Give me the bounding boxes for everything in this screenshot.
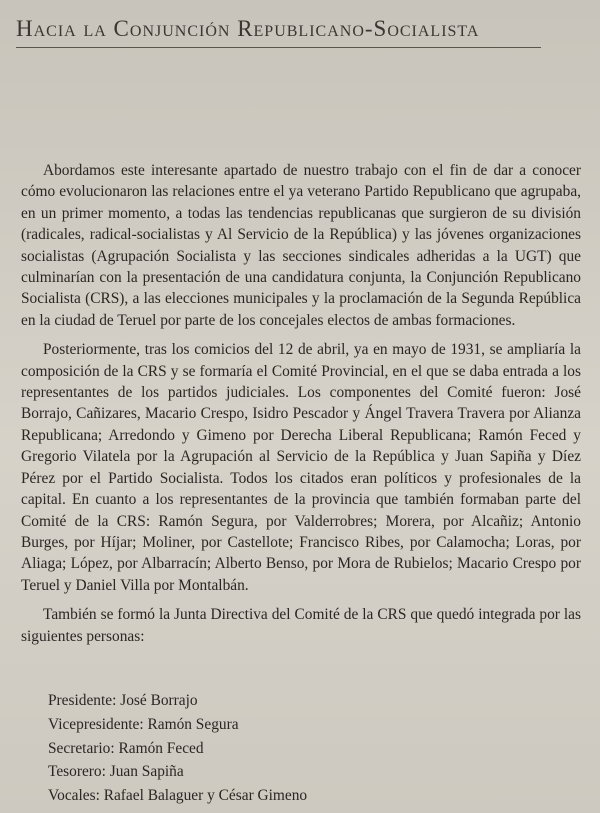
paragraph-intro: Abordamos este interesante apartado de nuestro trabajo con el fin de dar a conocer cómo evolucionaron las relaciones entre el ya veterano Partido Republicano que agrupaba, en un primer momento, a todas las tendencias republicanas que surgieron de su división (radicales, radical-socialistas y Al Servicio de la República) y las jóvenes organizaciones socialistas (Agrupación Socialista y las secciones sindicales adheridas a la UGT) que culminarían con la presentación de una candidatura conjunta, la Conjunción Republicano Socialista (CRS), a las elecciones municipales y la proclamación de la Segunda República en la ciudad de Teruel por parte de los concejales electos de ambas formaciones. xyxy=(21,162,581,329)
body-text xyxy=(21,160,581,647)
junta-vocales: Vocales: Rafael Balaguer y César Gimeno xyxy=(48,787,308,805)
running-title: Hacia la Conjunción Republicano-Socialista xyxy=(16,16,480,41)
paragraph-comite: Posteriormente, tras los comicios del 12 de abril, ya en mayo de 1931, se ampliaría la composición de la CRS y se formaría el Comité Provincial, en el que se daba entrada a los representantes de los partidos judiciales. Los componentes del Comité fueron: José Borrajo, Cañizares, Macario Crespo, Isidro Pescador y Ángel Travera Travera por Alianza Republicana; Arredondo y Gimeno por Derecha Liberal Republicana; Ramón Feced y Gregorio Vilatela por la Agrupación al Servicio de la República y Juan Sapiña y Díez Pérez por el Partido Socialista. Todos los citados eran políticos y profesionales de la capital. En cuanto a los representantes de la provincia que también formaban parte del Comité de la CRS: Ramón Segura, por Valderrobres; Morera, por Alcañiz; Antonio Burges, por Híjar; Moliner, por Castellote; Francisco Ribes, por Calamocha; Loras, por Aliaga; López, por Albarracín; Alberto Benso, por Mora de Rubielos; Macario Crespo por Teruel y Daniel Villa por Montalbán. xyxy=(21,341,581,594)
junta-presidente: Presidente: José Borrajo xyxy=(48,692,198,709)
title-rule xyxy=(16,47,541,48)
junta-vicepresidente: Vicepresidente: Ramón Segura xyxy=(48,715,239,733)
junta-secretario: Secretario: Ramón Feced xyxy=(48,739,204,757)
junta-tesorero: Tesorero: Juan Sapiña xyxy=(48,763,184,781)
paragraph-junta: También se formó la Junta Directiva del Comité de la CRS que quedó integrada por las siguientes personas: xyxy=(21,606,581,645)
junta-directiva-list xyxy=(48,689,307,808)
